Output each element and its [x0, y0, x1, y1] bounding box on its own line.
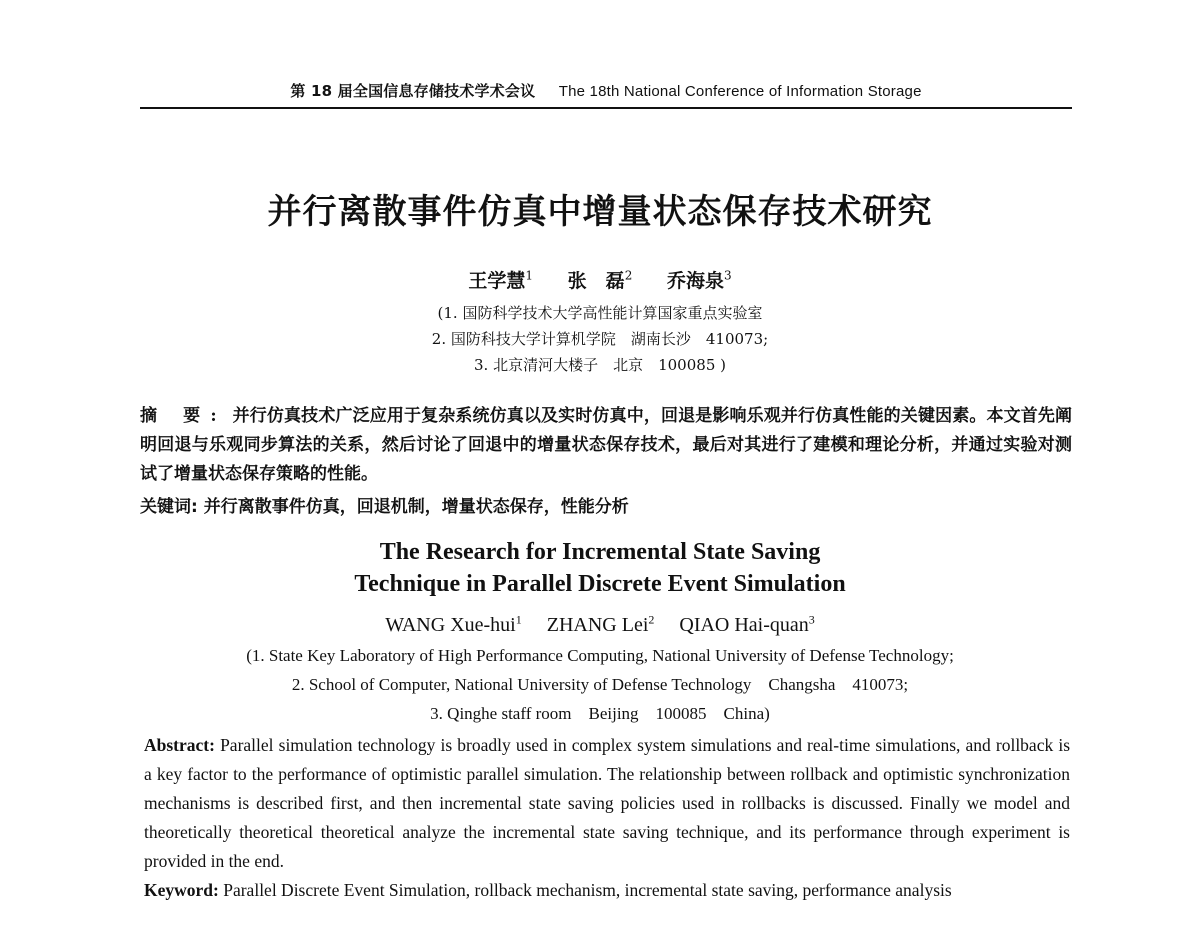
abstract-cn [140, 402, 1072, 489]
abstract-cn-text: 并行仿真技术广泛应用于复杂系统仿真以及实时仿真中，回退是影响乐观并行仿真性能的关键因素。本文首先阐明回退与乐观同步算法的关系，然后讨论了回退中的增量状态保存技术，最后对其进行了建模和理论分析，并通过实验对测试了增量状态保存策略的性能。 [140, 406, 1073, 484]
affiliation-en-3: 3. Qinghe staff room Beijing 100085 China) [430, 704, 770, 723]
author-name: 乔海泉 [666, 270, 724, 292]
author-sup: 2 [648, 612, 655, 626]
keywords-cn-label: 关键词: [140, 497, 198, 517]
abstract-cn-label: 摘 要: [140, 406, 227, 426]
affiliation-en-1: (1. State Key Laboratory of High Performance Computing, National University of Defense Technology; [246, 646, 954, 665]
abstract-en [144, 731, 1070, 876]
author-sup: 1 [515, 612, 522, 626]
author-cn-1 [468, 270, 533, 292]
running-header [140, 80, 1072, 109]
author-name: QIAO Hai-quan [679, 613, 809, 636]
title-en-line2: Technique in Parallel Discrete Event Simulation [354, 571, 846, 597]
keywords-en [144, 876, 1070, 905]
affiliation-cn-2: 2. 国防科技大学计算机学院 湖南长沙 410073; [431, 330, 769, 348]
author-cn-2 [568, 270, 633, 292]
title-en [0, 536, 1200, 600]
abstract-en-label: Abstract: [144, 735, 215, 755]
author-name: WANG Xue-hui [385, 613, 516, 636]
keywords-en-text: Parallel Discrete Event Simulation, rollback mechanism, incremental state saving, performance analysis [223, 880, 952, 900]
title-en-line1: The Research for Incremental State Saving [379, 539, 821, 565]
author-name: 张 磊 [567, 270, 625, 292]
keywords-cn [140, 494, 1072, 520]
author-name: ZHANG Lei [546, 613, 649, 636]
affiliation-cn-1: (1. 国防科学技术大学高性能计算国家重点实验室 [437, 304, 763, 322]
affiliation-en-2: 2. School of Computer, National University of Defense Technology Changsha 410073; [291, 675, 909, 694]
author-cn-3 [667, 270, 732, 292]
abstract-en-text: Parallel simulation technology is broadly used in complex system simulations and real-time simulations, and rollback is a key factor to the performance of optimistic parallel simulation. The relationship between rollback and optimistic synchronization mechanisms is described first, and then incremental state saving policies used in rollbacks is discussed. Finally we model and theoretically theoretical theoretical analyze the incremental state saving technique, and its performance through experiment is provided in the end. [144, 735, 1071, 871]
authors-cn [0, 266, 1200, 293]
author-en-1 [385, 614, 522, 636]
authors-en [0, 612, 1200, 637]
affiliation-cn-3: 3. 北京清河大楼子 北京 100085 ) [474, 356, 726, 374]
keywords-cn-text: 并行离散事件仿真，回退机制，增量状态保存，性能分析 [203, 497, 629, 517]
header-cn: 第 18 届全国信息存储技术学术会议 [290, 82, 536, 100]
author-sup: 3 [723, 268, 732, 283]
author-sup: 1 [525, 268, 534, 283]
author-sup: 2 [624, 268, 633, 283]
keywords-en-label: Keyword: [144, 880, 219, 900]
author-en-2 [547, 614, 655, 636]
header-en: The 18th National Conference of Information Storage [558, 83, 922, 100]
author-en-3 [679, 614, 814, 636]
author-sup: 3 [808, 612, 815, 626]
title-cn: 并行离散事件仿真中增量状态保存技术研究 [267, 192, 933, 232]
author-name: 王学慧 [468, 270, 526, 292]
